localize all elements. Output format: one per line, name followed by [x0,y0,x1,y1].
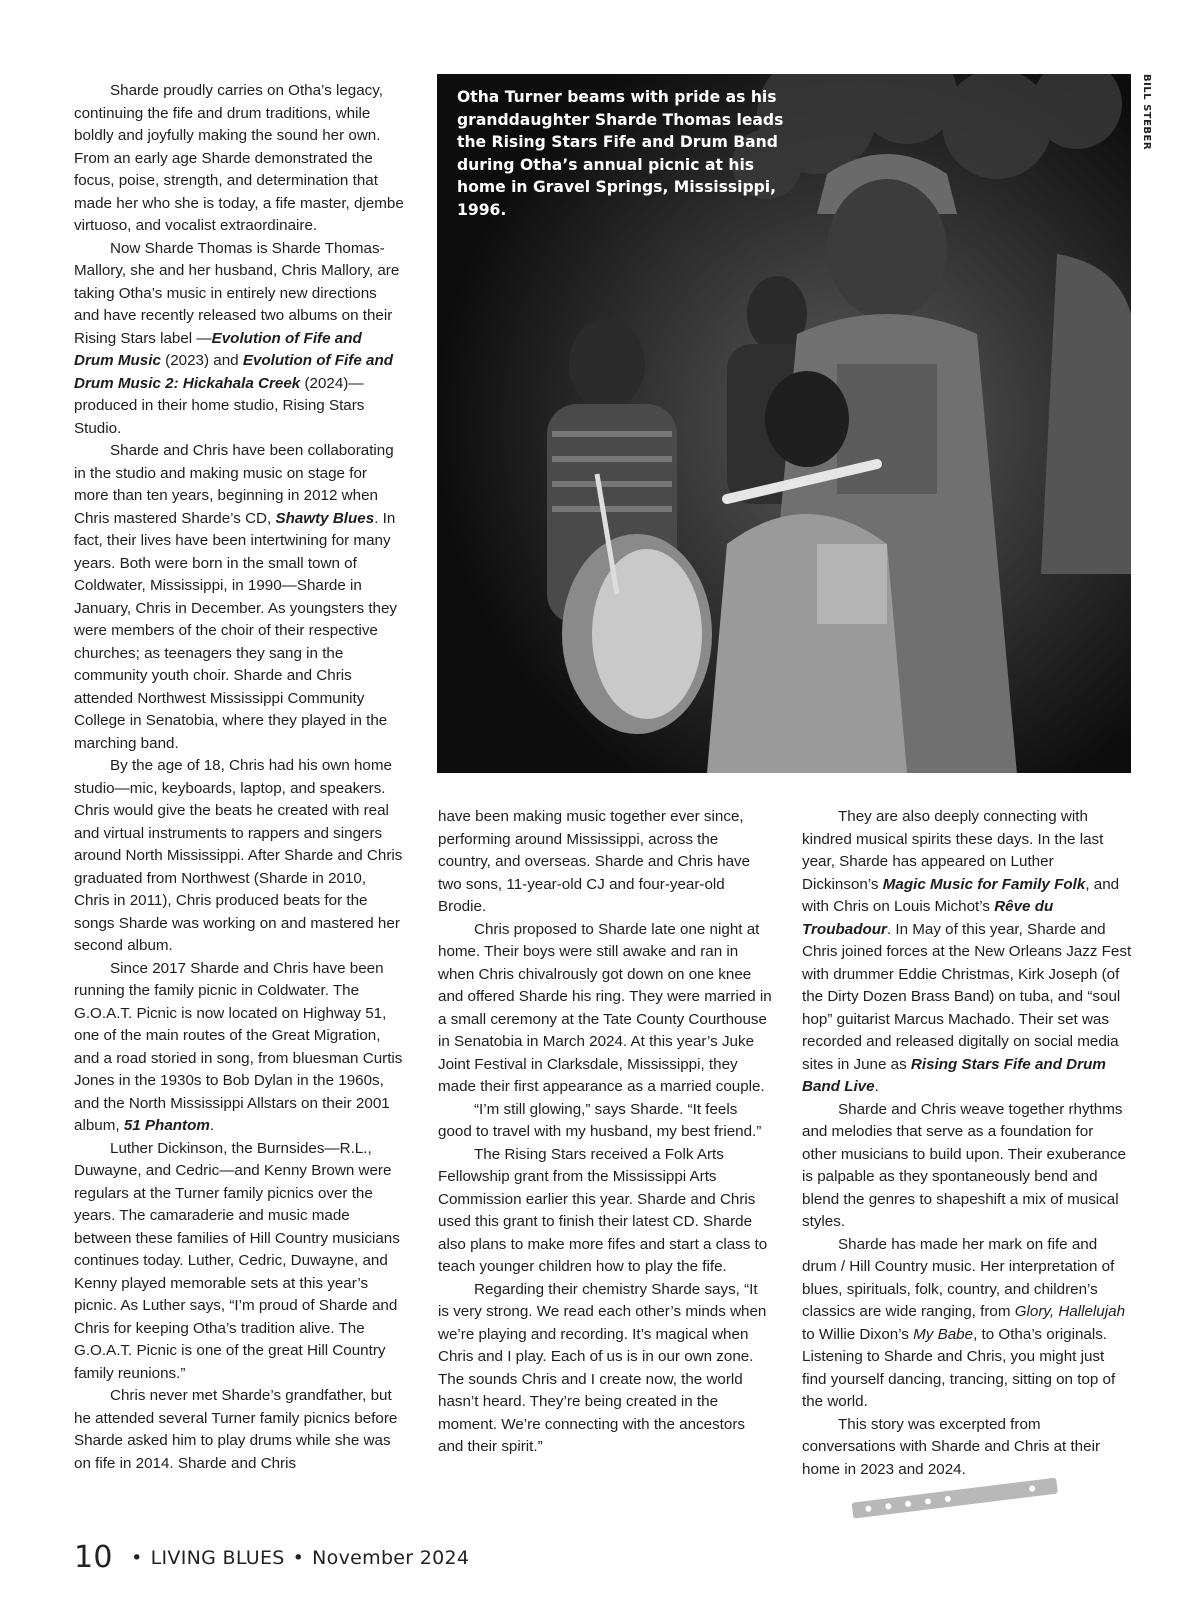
paragraph: Sharde and Chris weave together rhythms and melodies that serve as a foundation for other musicians to build upon. Their exuberance is palpable as they spontaneously bend and blend the genres to shapeshift a mix of musical styles. [802,1100,1126,1230]
photo-credit: BILL STEBER [1141,74,1152,151]
paragraph: They are also deeply connecting with kindred musical spirits these days. In the last year, Sharde has appeared on Luther Dickinson’s Magic Music for Family Folk, and with Chris on Louis Michot’s Rêve du Troubadour. In May of this year, Sharde and Chris joined forces at the New Orleans Jazz Fest with drummer Eddie Christmas, Kirk Joseph (of the Dirty Dozen Brass Band) on tuba, and “soul hop” guitarist Marcus Machado. Their set was recorded and released digitally on social media sites in June as Rising Stars Fife and Drum Band Live. [802,808,1132,1095]
photo-otha-turner-and-sharde [437,74,1131,773]
photo-caption: Otha Turner beams with pride as his granddaughter Sharde Thomas leads the Rising Stars Fife and Drum Band during Otha’s annual picnic at his home in Gravel Springs, Mississippi, 1996. [457,88,784,219]
paragraph: This story was excerpted from conversations with Sharde and Chris at their home in 2023 and 2024. [802,1415,1100,1478]
issue-date: November 2024 [312,1547,470,1569]
paragraph: Sharde has made her mark on fife and drum / Hill Country music. Her interpretation of blues, spirituals, folk, country, and children’s classics are wide ranging, from Glory, Hallelujah to Willie Dixon’s My Babe, to Otha’s originals. Listening to Sharde and Chris, you might just find yourself dancing, trancing, sitting on top of the world. [802,1235,1126,1410]
footer-bullet: • [131,1547,143,1569]
paragraph: Now Sharde Thomas is Sharde Thomas-Mallory, she and her husband, Chris Mallory, are taking Otha’s music in entirely new directions and have recently released two albums on their Rising Stars label —Evolution of Fife and Drum Music (2023) and Evolution of Fife and Drum Music 2: Hickahala Creek (2024)—produced in their home studio, Rising Stars Studio. [74,239,400,437]
fife-end-mark-icon [848,1478,1064,1522]
paragraph: Sharde and Chris have been collaborating in the studio and making music on stage for more than ten years, beginning in 2012 when Chris mastered Sharde’s CD, Shawty Blues. In fact, their lives have been intertwining for many years. Both were born in the small town of Coldwater, Mississippi, in 1990—Sharde in January, Chris in December. As youngsters they were members of the choir of their respective churches; as teenagers they sang in the community youth choir. Sharde and Chris attended Northwest Mississippi Community College in Senatobia, where they played in the marching band. [74,442,398,752]
paragraph: The Rising Stars received a Folk Arts Fellowship grant from the Mississippi Arts Commission earlier this year. Sharde and Chris used this grant to finish their latest CD. Sharde also plans to make more fifes and start a class to teach younger children how to play the fife. [438,1145,768,1275]
page-footer [74,1540,469,1575]
paragraph: Chris never met Sharde’s grandfather, but he attended several Turner family picnics before Sharde asked him to play drums while she was on fife in 2014. Sharde and Chris [74,1387,398,1472]
paragraph: Regarding their chemistry Sharde says, “It is very strong. We read each other’s minds when we’re playing and recording. It’s magical when Chris and I play. Each of us is in our own zone. The sounds Chris and I create now, the world hasn’t heard. They’re being created in the moment. We’re connecting with the ancestors and their spirit.” [438,1280,767,1455]
paragraph: By the age of 18, Chris had his own home studio—mic, keyboards, laptop, and speakers. Chris would give the beats he created with real and virtual instruments to rappers and singers around North Mississippi. After Sharde and Chris graduated from Northwest (Sharde in 2010, Chris in 2011), Chris produced beats for the songs Sharde was working on and mastered her second album. [74,757,403,954]
article-column-3 [802,806,1132,1481]
article-column-2 [438,806,772,1459]
page-number: 10 [74,1540,113,1575]
paragraph: Luther Dickinson, the Burnsides—R.L., Duwayne, and Cedric—and Kenny Brown were regulars at the Turner family picnics over the years. The camaraderie and music made between these families of Hill Country musicians continues today. Luther, Cedric, Duwayne, and Kenny played memorable sets at this year’s picnic. As Luther says, “I’m proud of Sharde and Chris for keeping Otha’s tradition alive. The G.O.A.T. Picnic is one of the great Hill Country family reunions.” [74,1139,400,1382]
paragraph: Sharde proudly carries on Otha’s legacy, continuing the fife and drum traditions, while boldly and joyfully making the sound her own. From an early age Sharde demonstrated the focus, poise, strength, and determination that made her who she is today, a fife master, djembe virtuoso, and vocalist extraordinaire. [74,82,404,234]
paragraph: have been making music together ever since, performing around Mississippi, across the country, and overseas. Sharde and Chris have two sons, 11-year-old CJ and four-year-old Brodie. [438,808,751,915]
paragraph: “I’m still glowing,” says Sharde. “It feels good to travel with my husband, my best friend.” [438,1100,762,1140]
paragraph: Chris proposed to Sharde late one night at home. Their boys were still awake and ran in when Chris chivalrously got down on one knee and offered Sharde his ring. They were married in a small ceremony at the Tate County Courthouse in Senatobia in March 2024. At this year’s Juke Joint Festival in Clarksdale, Mississippi, they made their first appearance as a married couple. [438,920,772,1095]
magazine-name: LIVING BLUES [150,1547,285,1569]
paragraph: Since 2017 Sharde and Chris have been running the family picnic in Coldwater. The G.O.A.T. Picnic is now located on Highway 51, one of the main routes of the Great Migration, and a road storied in song, from bluesman Curtis Jones in the 1930s to Bob Dylan in the 1960s, and the North Mississippi Allstars on their 2001 album, 51 Phantom. [74,959,403,1134]
article-column-1 [74,80,404,1475]
footer-bullet: • [292,1547,305,1569]
